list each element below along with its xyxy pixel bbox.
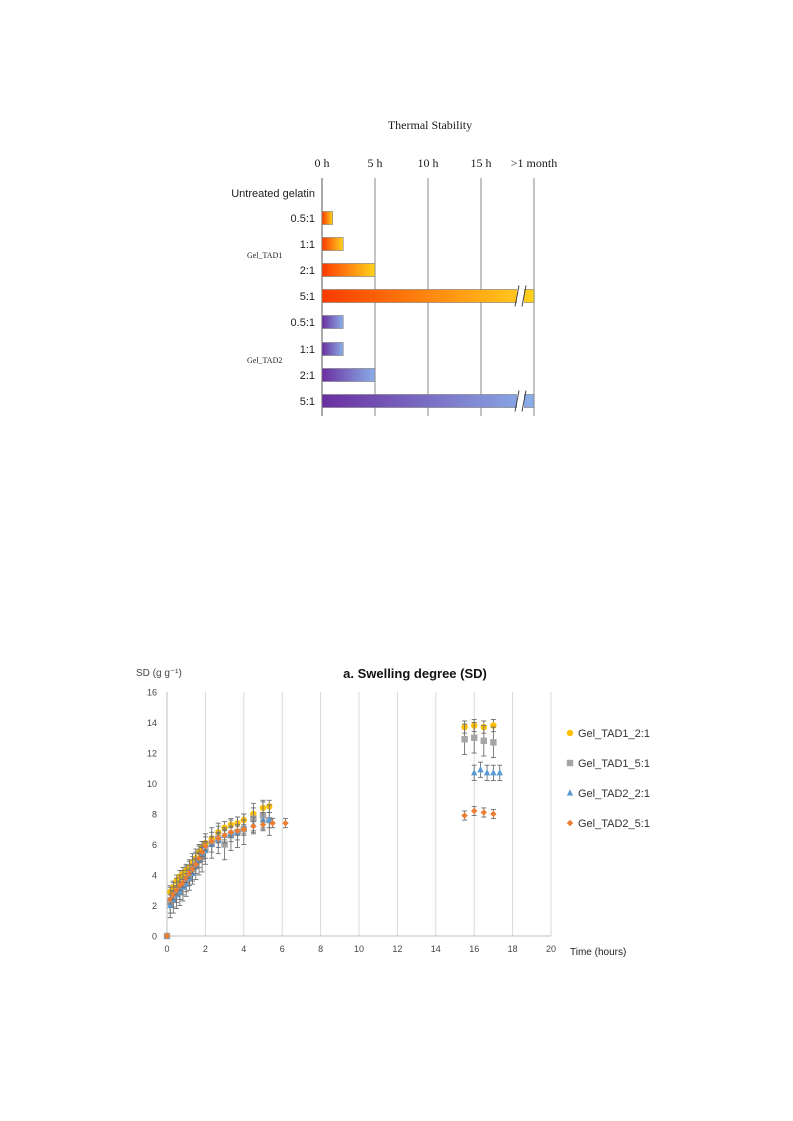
thermal-group-labels [247,251,282,365]
legend-label: Gel_TAD1_5:1 [578,758,650,770]
bar [322,316,343,329]
y-tick-label: 0 [151,931,157,942]
legend-label: Gel_TAD2_2:1 [578,788,650,800]
category-label: 5:1 [299,396,315,408]
swelling-title-text: . Swelling degree (SD) [350,666,487,681]
thermal-stability-title: Thermal Stability [387,118,473,132]
x-tick-label: 4 [241,944,247,954]
thermal-category-labels [231,188,315,408]
y-tick-label: 2 [151,901,157,911]
x-tick-label: 2 [202,944,208,954]
x-tick-label: 18 [507,944,518,954]
y-tick-label: 10 [146,779,157,789]
category-label: 1:1 [299,344,315,356]
bar [322,290,534,303]
x-tick-label: 15 h [470,156,492,170]
y-tick-label: 8 [151,809,157,820]
x-tick-label: 12 [392,944,403,954]
x-tick-label: 6 [279,944,285,954]
bar [322,343,343,356]
y-tick-label: 14 [146,718,157,728]
x-tick-label: 10 [353,944,365,954]
bar [322,212,333,225]
x-tick-label: 16 [469,944,480,954]
category-label: Untreated gelatin [231,188,315,200]
y-tick-label: 16 [146,687,157,698]
x-tick-label: 20 [545,944,557,954]
category-label: 5:1 [299,291,315,303]
legend-label: Gel_TAD1_2:1 [578,728,650,740]
x-tick-label: 5 h [367,156,383,170]
swelling-y-axis-label: SD (g g⁻¹) [136,668,182,679]
x-tick-label: 0 [164,944,170,954]
category-label: 1:1 [299,239,315,251]
y-tick-label: 4 [151,870,157,881]
x-tick-label: 14 [430,944,441,954]
category-label: 2:1 [299,265,315,277]
swelling-title-prefix: a [343,666,351,681]
swelling-x-axis-label: Time (hours) [570,947,627,958]
x-tick-label: 0 h [314,156,330,170]
x-tick-label: 10 h [417,156,439,170]
thermal-x-axis-ticks [315,156,558,170]
group-label: Gel_TAD2 [247,356,283,365]
group-label: Gel_TAD1 [247,251,283,260]
y-tick-label: 12 [146,748,157,759]
bar [322,238,343,251]
category-label: 0.5:1 [290,213,315,225]
category-label: 0.5:1 [290,317,315,329]
bar [322,369,375,382]
x-tick-label: 8 [318,944,324,954]
x-tick-label: >1 month [510,156,558,170]
legend-label: Gel_TAD2_5:1 [578,818,650,830]
y-tick-label: 6 [151,840,157,850]
bar [322,264,375,277]
bar [322,395,534,408]
category-label: 2:1 [299,370,315,382]
